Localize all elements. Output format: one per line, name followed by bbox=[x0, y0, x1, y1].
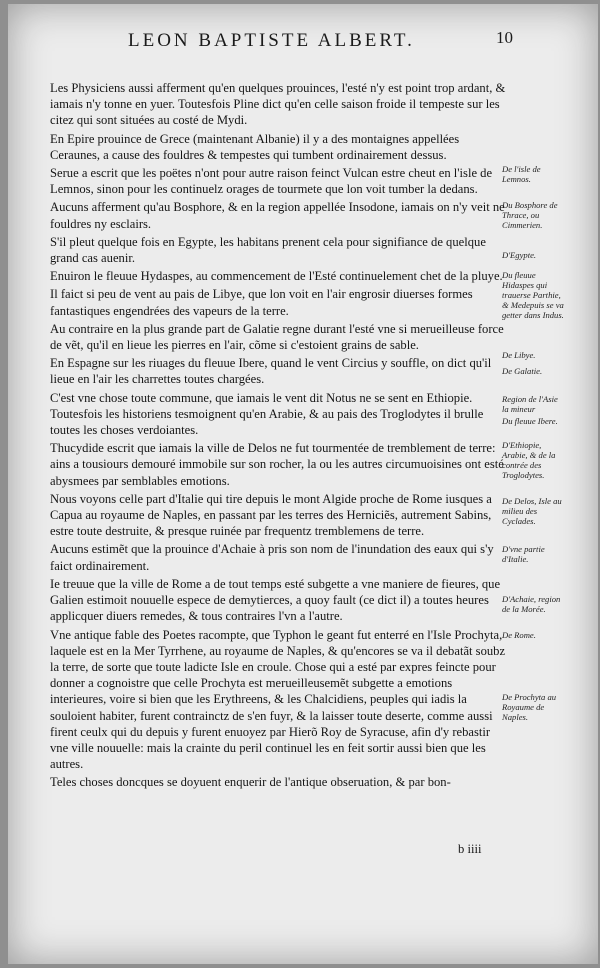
paragraph: Ie treuue que la ville de Rome a de tout temps esté subgette a vne maniere de fieures, que Galien estimoit nouuelle espece de demytierces, a quoy fault (ce dict il) a toutes heures applicquer diuers remedes, & tous contraires l'vn a l'autre. bbox=[50, 576, 501, 624]
paragraph: Nous voyons celle part d'Italie qui tire depuis le mont Algide proche de Rome iusques a Capua au royaume de Naples, en passant par les terres des Herniciẽs, autrement Sabins, estre toute destruite, & presque ruinée par frequentz tremblemens de terre. bbox=[50, 491, 492, 539]
marginal-note: De Rome. bbox=[502, 630, 536, 640]
marginal-note: De l'isle de Lemnos. bbox=[502, 164, 541, 184]
paragraph: Les Physiciens aussi afferment qu'en quelques prouinces, l'esté n'y est point trop ardant, & iamais n'y tonne en yuer. Toutesfois Pline dict qu'en celle saison froide il tempeste sur les citez qui sont situées au costé de Mydi. bbox=[50, 81, 506, 128]
paragraph: Thucydide escrit que iamais la ville de Delos ne fut tourmentée de tremblement de terre: ains a tousiours demouré immobile sur son rocher, la ou les autres circumuoisines ont esté abysmees par semblables emotions. bbox=[50, 441, 504, 488]
paragraph: Serue a escrit que les poëtes n'ont pour autre raison feinct Vulcan estre cheut en l'isle de Lemnos, sinon pour les continuelz orages de tourmete que lon voit tumber la dedans. bbox=[50, 166, 493, 197]
folio-number: 10 bbox=[496, 28, 513, 47]
paragraph: Teles choses doncques se doyuent enquerir de l'antique obseruation, & par bon- bbox=[50, 775, 451, 790]
marginal-note: Du fleuue Ibere. bbox=[502, 416, 558, 426]
marginal-note: D'Ethiopie, Arabie, & de la contrée des Troglodytes. bbox=[502, 440, 556, 480]
marginal-note: D'Egypte. bbox=[502, 250, 537, 260]
marginal-note: D'Achaie, region de la Morée. bbox=[502, 594, 561, 614]
paragraph: En Espagne sur les riuages du fleuue Ibere, quand le vent Circius y souffle, on dict qu'il lieue en l'air les charrettes toutes chargées. bbox=[50, 356, 492, 387]
paragraph: Au contraire en la plus grande part de Galatie regne durant l'esté vne si merueilleuse force de vẽt, qu'il en lieue les pierres en l'air, cõme si c'estoient grains de sable. bbox=[50, 321, 504, 353]
marginal-note: De Libye. bbox=[502, 350, 536, 360]
signature-mark: b iiii bbox=[458, 842, 482, 856]
paragraph: Vne antique fable des Poetes racompte, que Typhon le geant fut enterré en l'Isle Prochyta, laquele est en la Mer Tyrrhene, au royaume de Naples, & qu'encores se va il debatãt soubz la terre, de sorte que toute ladicte Isle en croule. Chose qui a esté par expres feincte pour donner a cognoistre que celle Prochyta est merueilleusemẽt subgette a emotions interieures, voire si bien que les Erythreens, & les Chalcidiens, peuples qui iadis la souloient habiter, furent contrainctz de s'en fuyr, & la laisser toute deserte, comme aussi firent ceulx qui du depuis y furent enuoyez par Hierõ Roy de Syracuse, afin d'y rebastir vne ville nouuelle: mais la crainte du peril continuel les en feit sortir aussi bien que les autres. bbox=[50, 627, 506, 772]
running-title: LEON BAPTISTE ALBERT. bbox=[128, 30, 415, 51]
marginal-note: Region de l'Asie la mineur bbox=[502, 394, 558, 414]
paragraph: Enuiron le fleuue Hydaspes, au commencement de l'Esté continuelement chet de la pluye. bbox=[50, 269, 503, 284]
marginal-note: De Delos, Isle au milieu des Cyclades. bbox=[502, 496, 562, 526]
body-text bbox=[50, 80, 510, 793]
marginal-note: De Galatie. bbox=[502, 366, 543, 376]
paragraph: En Epire prouince de Grece (maintenant Albanie) il y a des montaignes appellées Ceraunes, a cause des fouldres & tempestes qui tumbent ordinairement dessus. bbox=[50, 131, 460, 162]
paragraph: Aucuns afferment qu'au Bosphore, & en la region appellée Insodone, iamais on n'y veit ne fouldres ny esclairs. bbox=[50, 200, 505, 231]
marginal-note: Du fleuue Hidaspes qui trauerse Parthie, & Medepuis se va getter dans Indus. bbox=[502, 270, 564, 320]
paragraph: Il faict si peu de vent au pais de Libye, que lon voit en l'air engrosir diuerses formes fantastiques engendrées des vapeurs de la terre. bbox=[50, 287, 473, 318]
paragraph: Aucuns estimẽt que la prouince d'Achaie à pris son nom de l'inundation des eaux qui s'y faict ordinairement. bbox=[50, 542, 494, 573]
marginal-note: De Prochyta au Royaume de Naples. bbox=[502, 692, 557, 722]
marginal-note: D'vne partie d'Italie. bbox=[502, 544, 545, 564]
marginal-note: Du Bosphore de Thrace, ou Cimmerien. bbox=[502, 200, 558, 230]
paragraph: C'est vne chose toute commune, que iamais le vent dit Notus ne se sent en Ethiopie. Toutesfois les historiens tesmoignent qu'en Arabie, & au pais des Troglodytes il brulle toutes les choses verdoiantes. bbox=[50, 390, 484, 438]
book-page bbox=[8, 4, 598, 964]
paragraph: S'il pleut quelque fois en Egypte, les habitans prenent cela pour signifiance de quelque grand cas auenir. bbox=[50, 234, 486, 266]
